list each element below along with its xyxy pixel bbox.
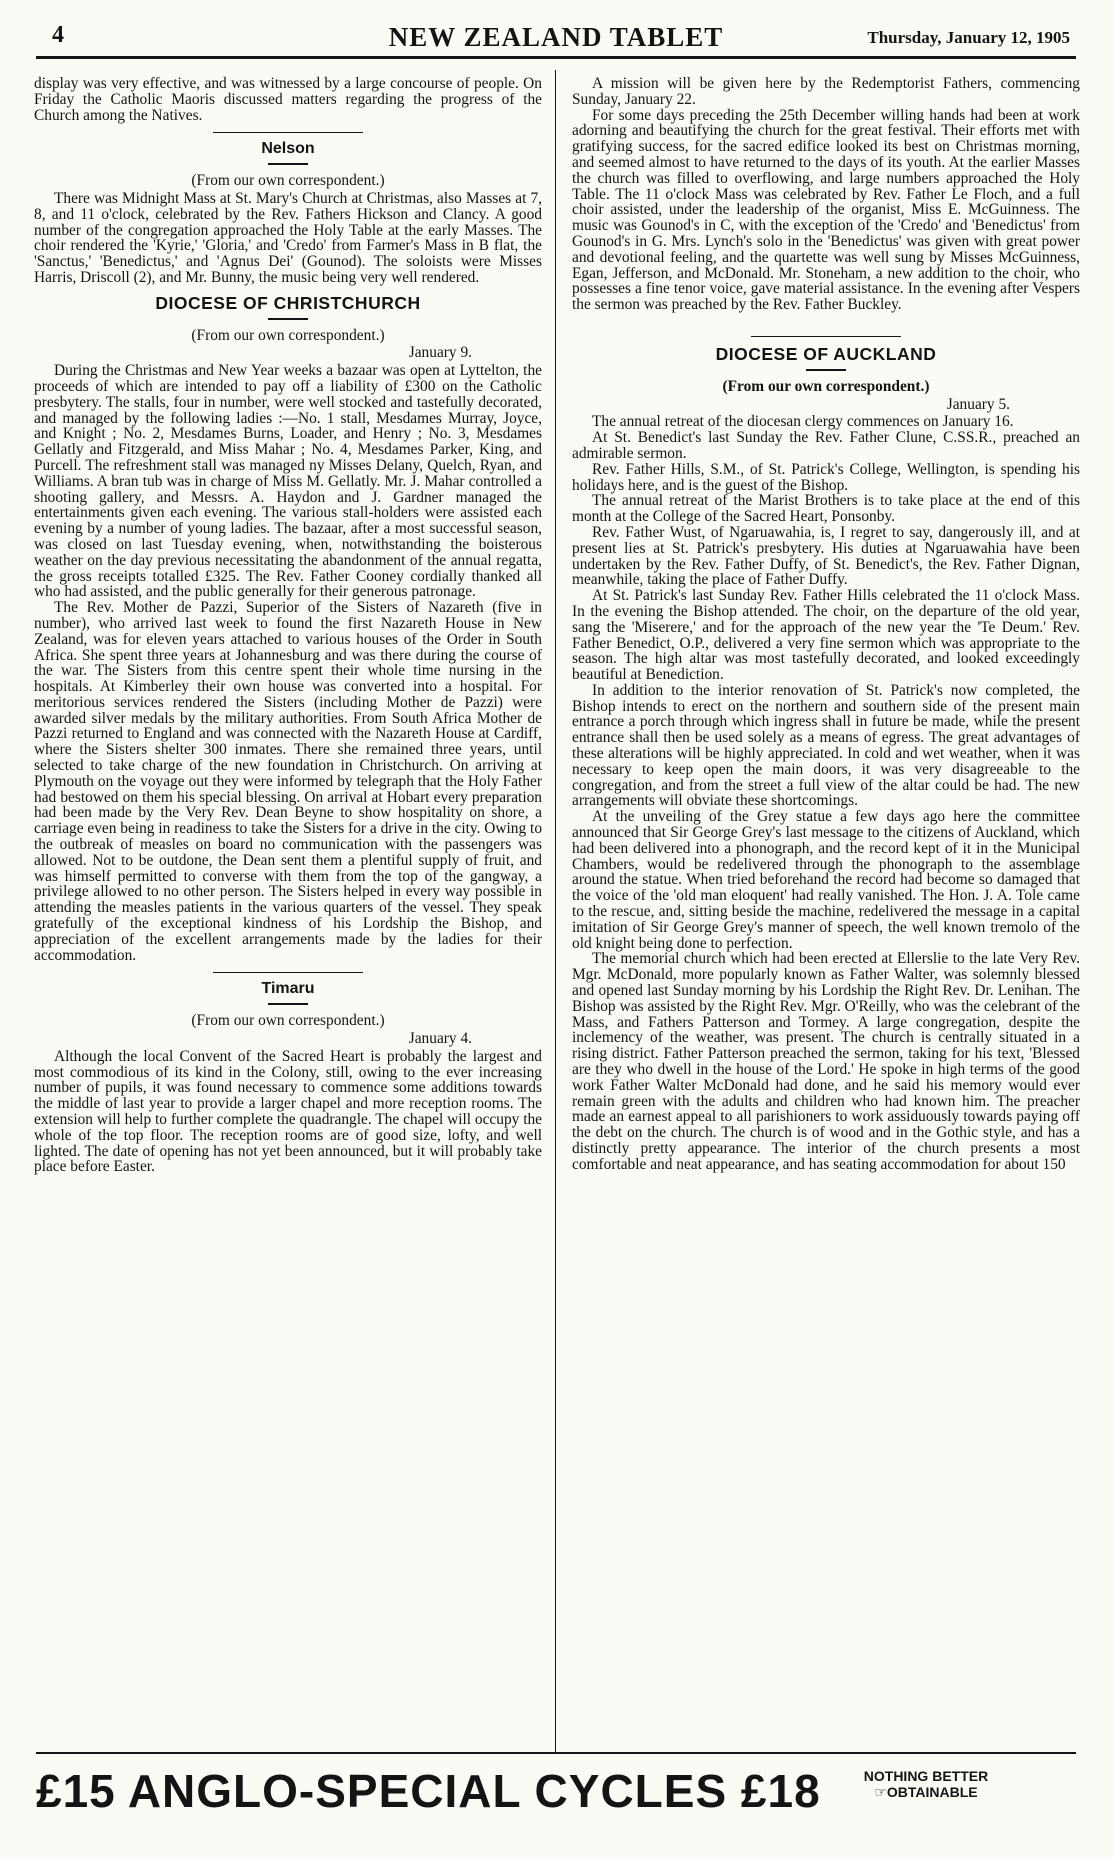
christchurch-paragraph: During the Christmas and New Year weeks a bazaar was open at Lyttelton, the proceeds of which are intended to pay off a liability of £300 on the Catholic presbytery. The stalls, four in number, were well stocked and tastefully decorated, and managed by the following ladies :—No. 1 stall, Mesdames Murray, Joyce, and Knight ; No. 2, Mesdames Burns, Loader, and Henry ; No. 3, Mesdames Gellatly and Fitzgerald, and Miss Mahar ; No. 4, Mesdames Parker, King, and Purcell. The refreshment stall was managed ny Misses Delany, Quelch, Ryan, and Williams. A bran tub was in charge of Miss M. Gellatly. Mr. J. Mahar controlled a shooting gallery, and Messrs. A. Haydon and J. Gardner managed the entertainments given each evening. The various stall-holders were assisted each evening by a number of young ladies. The bazaar, after a most successful season, was closed on last Tuesday evening, when, notwithstanding the boisterous weather on the day previous necessitating the abandonment of the annual regatta, the gross receipts totalled £325. The Rev. Father Cooney cordially thanked all who had assisted, and the public generally for their generous patronage. [34, 362, 542, 601]
newspaper-title: NEW ZEALAND TABLET [388, 22, 724, 52]
christchurch-heading: DIOCESE OF CHRISTCHURCH [155, 292, 421, 313]
nelson-byline: (From our own correspondent.) [191, 172, 385, 190]
intro-paragraph: display was very effective, and was witnessed by a large concourse of people. On Friday the Catholic Maoris discussed matters regarding the progress of the Church among the Natives. [34, 76, 542, 124]
auckland-paragraph: Rev. Father Wust, of Ngaruawahia, is, I regret to say, dangerously ill, and at present lies at St. Patrick's presbytery. His duties at Ngaruawahia have been undertaken by the Rev. Father Duffy, of St. Benedict's, the Rev. Father Dignan, meanwhile, taking the place of Father Duffy. [572, 523, 1080, 589]
nelson-paragraph: There was Midnight Mass at St. Mary's Church at Christmas, also Masses at 7, 8, and 11 o'clock, celebrated by the Rev. Fathers Hickson and Clancy. A good number of the congregation approached the Holy Table at the early Masses. The choir rendered the 'Kyrie,' 'Gloria,' and 'Credo' from Farmer's Mass in B flat, the 'Sanctus,' 'Benedictus,' and 'Agnus Dei' (Gounod). The soloists were Misses Harris, Driscoll (2), and Mr. Bunny, the music being very well rendered. [34, 189, 542, 286]
cycle-advert [36, 1752, 1076, 1824]
issue-date: Thursday, January 12, 1905 [867, 28, 1070, 47]
spacer [572, 313, 1080, 327]
column-divider [555, 70, 556, 1752]
auckland-paragraph: The memorial church which had been erected at Ellerslie to the late Very Rev. Mgr. McDonald, more popularly known as Father Walter, was solemnly blessed and opened last Sunday morning by his Lordship the Right Rev. Dr. Lenihan. The Bishop was assisted by the Right Rev. Mgr. O'Reilly, who was the celebrant of the Mass, and Fathers Patterson and Tormey. A large congregation, despite the inclemency of the weather, was present. The church is centrally situated in a rising district. Father Patterson preached the sermon, taking for his text, 'Blessed are they who dwell in the house of the Lord.' He spoke in high terms of the good work Father Walter McDonald had done, and he said his memory would ever remain green with the adults and children who had known him. The preacher made an earnest appeal to all parishioners to work assiduously towards paying off the debt on the church. The church is of wood and in the Gothic style, and has a distinctly pretty appearance. The interior of the church presents a most comfortable and neat appearance, and has seating accommodation for about 150 [572, 950, 1080, 1173]
auckland-byline: (From our own correspondent.) [722, 377, 930, 395]
section-rule [213, 132, 363, 133]
auckland-paragraph: In addition to the interior renovation of St. Patrick's now completed, the Bishop intends to erect on the northern and southern side of the present main entrance a porch through which ingress shall in future be made, while the present entrance shall then be used solely as a means of egress. The great advantages of these alterations will be highly appreciated. In cold and wet weather, when it was necessary to keep open the main doors, it was very disagreeable to the congregation, and from the street a full view of the altar could be had. The new arrangements will obviate these shortcomings. [572, 681, 1080, 810]
advert-tagline-line1: NOTHING BETTER [863, 1768, 989, 1784]
heading-rule [268, 1003, 308, 1005]
nelson-heading: Nelson [261, 140, 315, 158]
auckland-paragraph: At St. Patrick's last Sunday Rev. Father Hills celebrated the 11 o'clock Mass. In the evening the Bishop attended. The choir, on the departure of the old year, sang the 'Miserere,' and for the approach of the new year the 'Te Deum.' Rev. Father Benedict, O.P., delivered a very fine sermon which was appropriate to the season. The high altar was most tastefully decorated, and looked exceedingly beautiful at Benediction. [572, 587, 1080, 684]
timaru-paragraph: Although the local Convent of the Sacred Heart is probably the largest and most commodious of its kind in the Colony, still, owing to the ever increasing number of pupils, it was found necessary to commence some additions towards the middle of last year to provide a larger chapel and more reception rooms. The extension will help to further complete the quadrangle. The chapel will occupy the whole of the top floor. The reception rooms are of good size, lofty, and well lighted. The date of opening has not yet been announced, but it will probably take place before Easter. [34, 1047, 542, 1176]
heading-rule [806, 369, 846, 371]
auckland-dateline: January 5. [946, 395, 1010, 413]
right-column [572, 76, 1080, 1744]
auckland-paragraph: At St. Benedict's last Sunday the Rev. Father Clune, C.SS.R., preached an admirable sermon. [572, 429, 1080, 462]
christmas-paragraph: For some days preceding the 25th December willing hands had been at work adorning and beautifying the church for the great festival. Their efforts met with gratifying success, for the sacred edifice looked its best on Christmas morning, and seemed almost to have returned to the days of its youth. At the earlier Masses the church was filled to overflowing, and large numbers approached the Holy Table. The 11 o'clock Mass was celebrated by Rev. Father Le Floch, and a full choir assisted, under the leadership of the organist, Miss E. McGuinness. The music was Gounod's in C, with the exception of the 'Credo' and 'Benedictus' from Gounod's in G. Mrs. Lynch's solo in the 'Benedictus' was given with great power and devotional feeling, and the quartette was well sung by Misses McGuinness, Egan, Jefferson, and McDonald. Mr. Stoneham, a new addition to the choir, who possesses a fine tenor voice, gave material assistance. In the evening after Vespers the sermon was preached by the Rev. Father Buckley. [572, 106, 1080, 314]
heading-rule [268, 318, 308, 320]
christchurch-paragraph: The Rev. Mother de Pazzi, Superior of the Sisters of Nazareth (five in number), who arrived last week to found the first Nazareth House in New Zealand, was for eleven years attached to various houses of the Order in South Africa. She spent three years at Johannesburg and was there during the course of the war. The Sisters from this centre spent their whole time nursing in the hospitals. At Kimberley their own house was converted into a hospital. For meritorious services rendered the Sisters (including Mother de Pazzi) were awarded silver medals by the military authorities. From South Africa Mother de Pazzi returned to England and was connected with the Nazareth House at Cardiff, where the Sisters shelter 300 inmates. There she remained three years, until selected to take charge of the new foundation in Christchurch. On arriving at Plymouth on the voyage out they were informed by telegraph that the Holy Father had bestowed on them his special blessing. On arrival at Hobart every preparation had been made by the Very Rev. Dean Beyne to show hospitality on shore, a carriage even being in readiness to take the Sisters for a drive in the city. Owing to the outbreak of measles on board no communication with the passengers was allowed. Not to be outdone, the Dean sent them a plentiful supply of fruit, and was himself permitted to converse with them from the top of the gangway, a privilege allowed to no other person. The Sisters helped in every way possible in attending the measles patients in the various quarters of the vessel. They speak gratefully of the exceptional kindness of his Lordship the Bishop, and appreciation of the excellent arrangements made by the ladies for their accommodation. [34, 599, 542, 964]
advert-headline: £15 ANGLO-SPECIAL CYCLES £18 [36, 1765, 821, 1817]
left-column [34, 76, 542, 1744]
timaru-dateline: January 4. [408, 1030, 472, 1048]
mission-paragraph: A mission will be given here by the Redemptorist Fathers, commencing Sunday, January 22. [572, 76, 1080, 108]
auckland-heading: DIOCESE OF AUCKLAND [715, 343, 937, 364]
auckland-paragraph: The annual retreat of the diocesan clergy commences on January 16. [592, 413, 1014, 431]
christchurch-dateline: January 9. [408, 344, 472, 362]
auckland-paragraph: At the unveiling of the Grey statue a few days ago here the committee announced that Sir George Grey's last message to the citizens of Auckland, which had been delivered into a phonograph, and the record kept of it in the Municipal Chambers, would be redelivered through the phonograph to the assemblage around the statue. When tried beforehand the record had become so damaged that the voice of the 'old man eloquent' had really vanished. The Hon. J. A. Tole came to the rescue, and, sitting beside the machine, redelivered the message in a capital imitation of Sir George Grey's manner of speech, the well known tremolo of the old knight being done to perfection. [572, 808, 1080, 952]
timaru-byline: (From our own correspondent.) [191, 1012, 385, 1030]
advert-tagline-line2: ☞OBTAINABLE [874, 1784, 978, 1800]
page-number: 4 [52, 22, 64, 48]
section-rule [751, 336, 901, 337]
auckland-paragraph: The annual retreat of the Marist Brothers is to take place at the end of this month at the College of the Sacred Heart, Ponsonby. [572, 492, 1080, 526]
christchurch-byline: (From our own correspondent.) [191, 326, 385, 344]
heading-rule [268, 163, 308, 165]
section-rule [213, 972, 363, 973]
auckland-paragraph: Rev. Father Hills, S.M., of St. Patrick's College, Wellington, is spending his holidays here, and is the guest of the Bishop. [572, 460, 1080, 494]
advert-tagline [836, 1768, 1016, 1800]
masthead [36, 22, 1076, 59]
timaru-heading: Timaru [261, 980, 315, 998]
